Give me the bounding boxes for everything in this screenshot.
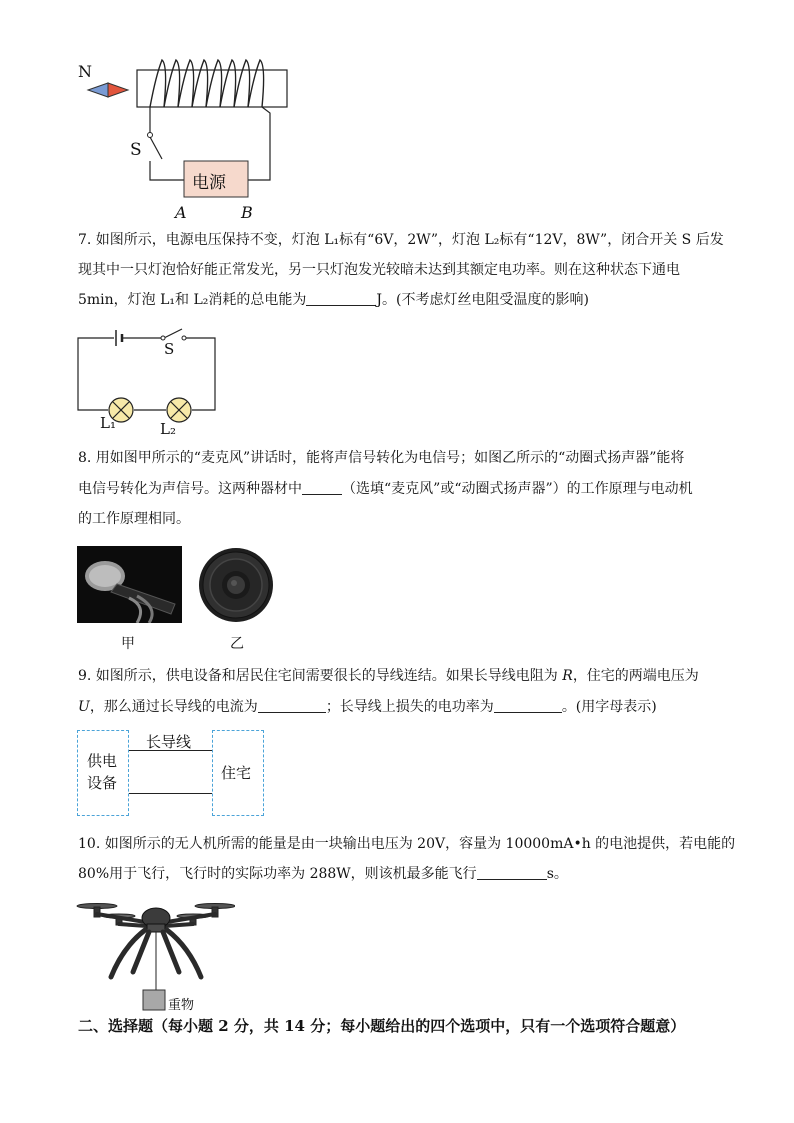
- q10-line-1: 10. 如图所示的无人机所需的能量是由一块输出电压为 20V，容量为 10000mA•h 的电池提供，若电能的: [78, 836, 736, 852]
- q10-line-2-end: s。: [546, 866, 568, 882]
- q9-line-1: [78, 666, 699, 686]
- q8-line-1: 8. 用如图甲所示的“麦克风”讲话时，能将声信号转化为电信号；如图乙所示的“动圈式扬声器”能将: [78, 450, 685, 466]
- q9-line-2-c: 。(用字母表示): [561, 699, 657, 715]
- q7-line-3-end: J。(不考虑灯丝电阻受温度的影响): [376, 292, 589, 308]
- switch-blade-7: [164, 329, 182, 338]
- caption-yi: 乙: [230, 636, 244, 652]
- lamp-l2-label: L₂: [160, 420, 176, 438]
- switch-blade: [150, 137, 162, 159]
- switch-pivot: [148, 133, 153, 138]
- solenoid-core: [137, 70, 287, 107]
- speaker-image: [198, 546, 274, 624]
- drone-image: [75, 892, 235, 1012]
- q10-answer-blank[interactable]: [477, 865, 547, 880]
- north-pole-label: N: [78, 62, 92, 81]
- q7-switch-label: S: [164, 340, 175, 358]
- q10-line-2-start: 80%用于飞行，飞行时的实际功率为 288W，则该机最多能飞行: [78, 866, 477, 882]
- q8-answer-blank[interactable]: [302, 480, 342, 495]
- solenoid-circuit-figure: [70, 55, 310, 225]
- terminal-b-label: B: [241, 203, 253, 222]
- solenoid-coils: [150, 60, 264, 107]
- switch-contact-right: [182, 336, 186, 340]
- house-label: 住宅: [221, 764, 252, 782]
- q8-line-2-end: （选填“麦克风”或“动圈式扬声器”）的工作原理与电动机: [342, 481, 693, 497]
- lamp-l2-icon: [167, 398, 191, 422]
- q9-symbol-r: R: [562, 668, 573, 684]
- q8-line-2-start: 电信号转化为声信号。这两种器材中: [78, 481, 302, 497]
- section-2-title: 二、选择题（每小题 2 分，共 14 分；每小题给出的四个选项中，只有一个选项符合题意）: [78, 1017, 686, 1035]
- lamp-circuit-figure: [70, 328, 230, 443]
- circuit-wire-bottom-left: [150, 161, 184, 180]
- q9-symbol-u: U: [78, 699, 90, 715]
- compass-needle-blue: [88, 83, 108, 97]
- microphone-image: [77, 546, 182, 623]
- supply-label-1: 供电: [87, 752, 118, 770]
- q9-line-2: [78, 697, 657, 717]
- q10-line-2: [78, 864, 568, 884]
- circuit-wire-right: [248, 107, 270, 180]
- q7-answer-blank[interactable]: [306, 291, 376, 306]
- circuit-wire-right-7: [184, 338, 215, 410]
- q9-current-blank[interactable]: [258, 698, 326, 713]
- q9-power-blank[interactable]: [494, 698, 562, 713]
- q7-line-1: 7. 如图所示，电源电压保持不变，灯泡 L₁标有“6V，2W”，灯泡 L₂标有“12V，8W”，闭合开关 S 后发: [78, 232, 724, 248]
- q7-line-3: [78, 290, 589, 310]
- terminal-a-label: A: [175, 203, 187, 222]
- circuit-wire-top-left: [78, 338, 114, 410]
- supply-label-2: 设备: [87, 774, 118, 792]
- q7-line-3-start: 5min，灯泡 L₁和 L₂消耗的总电能为: [78, 292, 307, 308]
- long-wire-label: 长导线: [146, 733, 192, 751]
- q8-line-3: 的工作原理相同。: [78, 511, 190, 527]
- q8-line-2: [78, 479, 693, 499]
- caption-jia: 甲: [121, 636, 135, 652]
- compass-needle-red: [108, 83, 128, 97]
- weight-label: 重物: [168, 998, 195, 1013]
- q7-line-2: 现其中一只灯泡恰好能正常发光，另一只灯泡发光较暗未达到其额定电功率。则在这种状态下通电: [78, 262, 680, 278]
- lamp-l1-label: L₁: [100, 414, 116, 432]
- q9-line-1-start: 9. 如图所示，供电设备和居民住宅间需要很长的导线连结。如果长导线电阻为: [78, 668, 563, 684]
- long-wire-bottom: [129, 793, 212, 794]
- q9-line-2-a: ，那么通过长导线的电流为: [89, 699, 258, 715]
- q9-line-1-end: ，住宅的两端电压为: [572, 668, 699, 684]
- power-source-label: 电源: [192, 173, 226, 193]
- q9-line-2-b: ；长导线上损失的电功率为: [325, 699, 494, 715]
- switch-label: S: [130, 140, 142, 160]
- weight-block: [143, 990, 165, 1010]
